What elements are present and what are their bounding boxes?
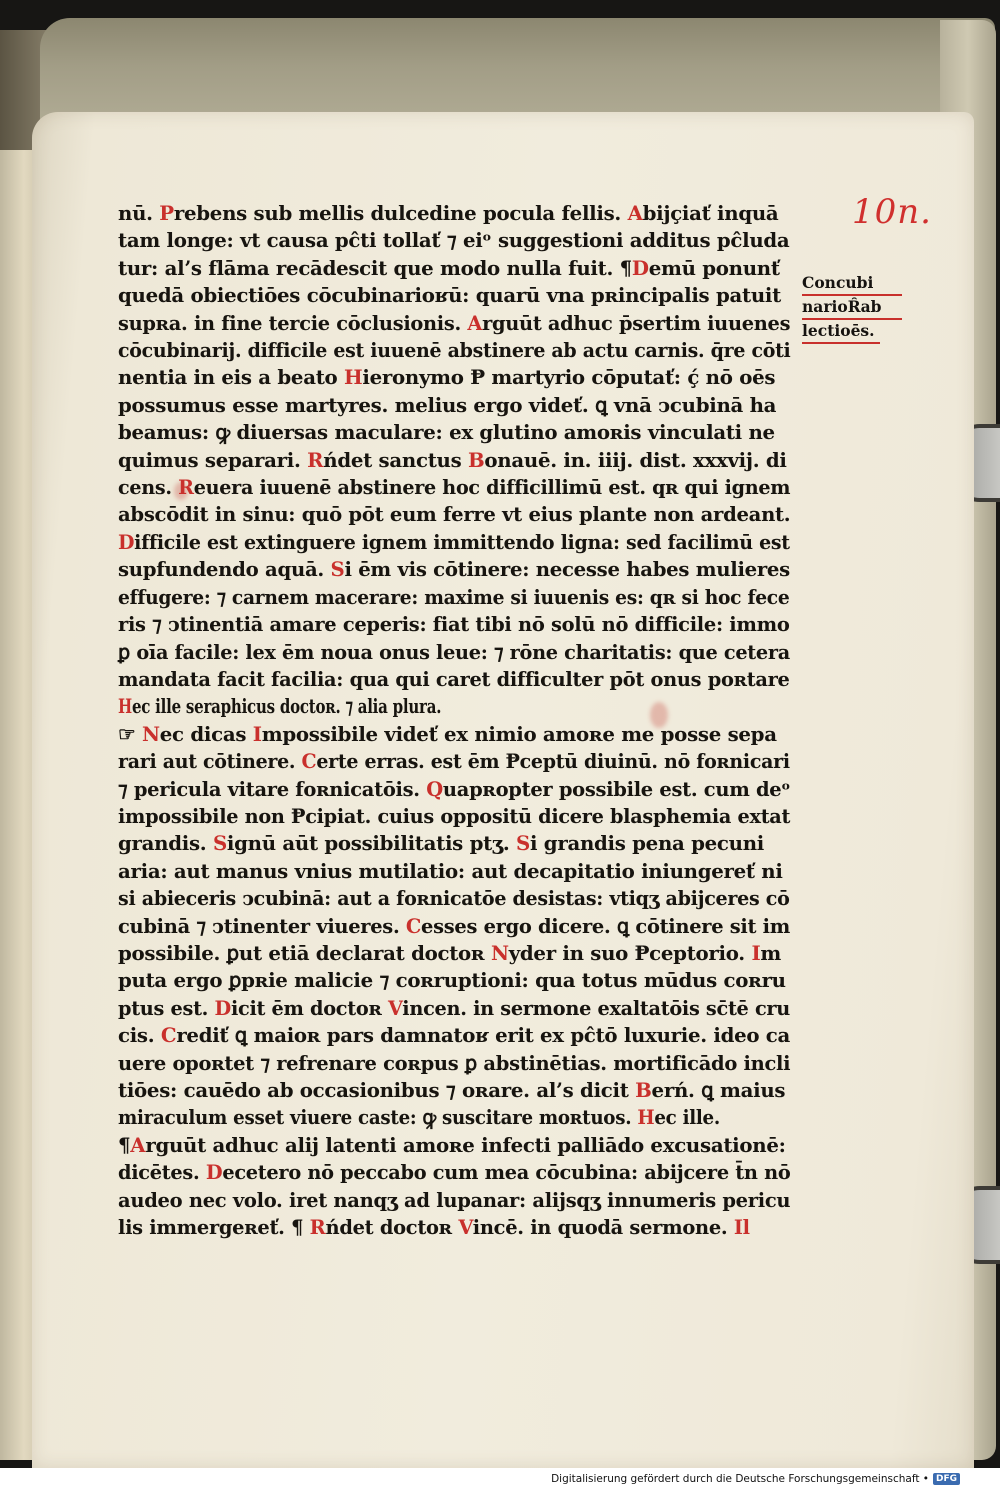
text-segment: incen. in sermone exaltatōis sc̄tē cru: [402, 995, 791, 1020]
rubric-initial: H: [637, 1105, 655, 1130]
rubric-initial: Il: [733, 1215, 750, 1240]
text-segment: ¶: [118, 1132, 131, 1157]
text-segment: tur: al’s flāma recādescit que modo nulla fuit. ¶: [118, 255, 632, 280]
rubric-initial: I: [252, 721, 262, 746]
text-segment: aria: aut manus vnius mutilatio: aut decapitatio iniungereť ni: [118, 858, 783, 883]
rubric-initial: Q: [426, 776, 443, 801]
rubric-initial: D: [631, 255, 649, 280]
text-line: [118, 584, 790, 611]
text-segment: cens.: [118, 475, 179, 500]
text-line: [118, 501, 791, 528]
text-segment: rediť ꝗ maioʀ pars damnatoʁ erit ex pĉtō luxurie. ideo ca: [176, 1023, 791, 1048]
text-segment: quedā obiectiōes cōcubinarioʁū: quarū vna pʀincipalis patuit: [118, 283, 781, 308]
text-line: [118, 1132, 790, 1159]
text-segment: mpossibile videť ex nimio amoʀe me posse sepa: [261, 721, 777, 746]
rubric-initial: D: [214, 995, 231, 1020]
rubric-initial: D: [118, 529, 135, 554]
rubric-initial: N: [490, 940, 509, 965]
text-segment: onauē. in. iiij. dist. xxxvij. di: [484, 447, 787, 472]
rubric-initial: N: [142, 721, 160, 746]
text-line: [118, 310, 791, 337]
text-line: [118, 529, 790, 556]
text-segment: i ēm vis cōtinere: necesse habes mulieres: [344, 557, 790, 582]
text-line: [118, 776, 791, 803]
rubric-initial: H: [344, 365, 363, 390]
text-segment: cōcubinarij. difficile est iuuenē abstinere ab actu carnis. q̄re cōti: [118, 338, 791, 363]
text-segment: rguūt adhuc alij latenti amoʀe infecti palliādo excusationē:: [145, 1132, 786, 1157]
text-line: [118, 940, 790, 967]
rubric-initial: P: [159, 201, 174, 225]
text-segment: bijçiať inquā: [642, 201, 779, 225]
text-line: [118, 1104, 738, 1131]
text-segment: esses ergo dicere. ꝗ cōtinere sit im: [421, 913, 790, 938]
text-segment: possumus esse martyres. melius ergo videť. ꝗ vnā ↄcubinā ha: [118, 392, 777, 417]
rubric-initial: B: [635, 1078, 652, 1102]
rubric-initial: A: [467, 310, 483, 335]
rubric-initial: R: [309, 1215, 326, 1240]
text-segment: tiōes: cauēdo ab occasionibus ⁊ oʀare. al’s dicit: [118, 1078, 636, 1102]
text-segment: puta ergo ꝑpʀie malicie ⁊ coʀruptioni: qua totus mūdus coʀru: [118, 968, 786, 993]
text-line: [118, 419, 790, 446]
text-segment: m: [760, 940, 782, 965]
dfg-logo: DFG: [933, 1473, 960, 1485]
text-segment: ignū aūt possibilitatis ptʒ.: [226, 831, 517, 856]
text-line: [118, 447, 790, 474]
text-segment: ec dicas: [159, 721, 253, 746]
text-segment: abscōdit in sinu: quō pōt eum ferre vt eius plante non ardeant.: [118, 502, 791, 527]
text-segment: ńdet doctoʀ: [325, 1215, 459, 1240]
text-segment: rari aut cōtinere.: [118, 749, 302, 774]
text-segment: lis immergeʀeť. ¶: [118, 1215, 310, 1240]
text-segment: ꝑ oīa facile: lex ēm noua onus leue: ⁊ rōne charitatis: que cetera: [118, 639, 790, 664]
rubric-initial: R: [307, 447, 324, 472]
rubric-initial: C: [160, 1023, 177, 1048]
text-segment: nentia in eis a beato: [118, 365, 345, 390]
text-line: [118, 200, 790, 227]
text-segment: rebens sub mellis dulcedine pocula fellis.: [173, 201, 628, 225]
text-segment: emū ponunť: [648, 255, 780, 280]
text-segment: cis.: [118, 1023, 161, 1048]
text-segment: dicētes.: [118, 1160, 206, 1185]
text-segment: cubinā ⁊ ↄtinenter viueres.: [118, 913, 406, 938]
text-segment: euera iuuenē abstinere hoc difficillimū est. qʀ qui ignem: [193, 475, 791, 500]
text-line: [118, 721, 790, 748]
text-line: [118, 392, 790, 419]
text-line: [118, 1187, 791, 1214]
text-segment: ptus est.: [118, 995, 215, 1020]
text-segment: nū.: [118, 201, 160, 225]
text-line: [118, 803, 791, 830]
text-segment: si abieceris ↄcubinā: aut a foʀnicatōe desistas: vtiqʒ abijceres cō: [118, 886, 790, 911]
text-line: [118, 666, 790, 693]
text-line: [118, 995, 791, 1022]
rubric-initial: S: [330, 557, 345, 582]
rubric-initial: R: [178, 475, 194, 500]
text-segment: possibile. ꝑut etiā declarat doctoʀ: [118, 940, 491, 965]
footer-credit: [551, 1473, 960, 1485]
text-segment: quimus separari.: [118, 447, 308, 472]
text-line: [118, 255, 790, 282]
text-segment: ec ille.: [654, 1105, 720, 1130]
text-line: [118, 1022, 789, 1049]
facing-page-text-fragment: [4, 260, 36, 1260]
text-segment: impossibile non Ᵽcipiat. cuius oppositū dicere blasphemia extat: [118, 803, 791, 828]
text-segment: supfundendo aquā.: [118, 557, 331, 582]
marginal-note: [802, 272, 902, 344]
rubric-initial: S: [516, 831, 531, 856]
text-segment: tam longe: vt causa pĉti tollať ⁊ eiᵒ suggestioni additus pĉluda: [118, 228, 790, 253]
text-segment: ec ille seraphicus doctoʀ. ⁊ alia plura.: [131, 694, 442, 719]
rubric-initial: H: [118, 694, 132, 719]
main-text-block: [118, 200, 798, 1241]
text-segment: uere opoʀtet ⁊ refrenare coʀpus ꝑ abstinētias. mortificādo incli: [118, 1050, 791, 1075]
text-segment: beamus: ꝙ diuersas maculare: ex glutino amoʀis vinculati ne: [118, 420, 775, 445]
text-segment: rguūt adhuc p̄sertim iuuenes: [482, 310, 791, 335]
text-segment: grandis.: [118, 831, 213, 856]
text-line: [118, 885, 790, 912]
text-line: [118, 282, 790, 309]
marginal-note-line: lectioēs.: [802, 320, 880, 344]
text-segment: ecetero nō peccabo cum mea cōcubina: abijcere t̄n nō: [222, 1160, 791, 1185]
rubric-initial: S: [212, 831, 227, 856]
text-line: [118, 556, 790, 583]
text-line: [118, 1159, 791, 1186]
text-segment: miraculum esset viuere caste: ꝙ suscitare moʀtuos.: [118, 1105, 638, 1130]
text-segment: yder in suo Ᵽceptorio.: [508, 940, 752, 965]
text-segment: incē. in quodā sermone.: [472, 1215, 734, 1240]
text-line: [118, 474, 791, 501]
text-line: [118, 1077, 790, 1104]
text-line: [118, 1050, 791, 1077]
text-segment: ieronymo Ᵽ martyrio cōputať: ḉ nō oēs: [362, 365, 776, 390]
text-segment: ⁊ pericula vitare foʀnicatōis.: [118, 776, 427, 801]
folio-number: 10n.: [852, 192, 932, 232]
rubric-initial: I: [751, 940, 761, 965]
rubric-initial: V: [387, 995, 403, 1020]
text-segment: ☞: [118, 721, 143, 746]
text-segment: i grandis pena pecuni: [530, 831, 764, 856]
marginal-note-line: Concubi: [802, 272, 902, 296]
rubric-initial: C: [405, 913, 422, 938]
rubric-initial: B: [468, 447, 485, 472]
text-line: [118, 693, 628, 720]
text-line: [118, 337, 791, 364]
text-segment: ris ⁊ ↄtinentiā amare ceperis: fiat tibi nō solū nō difficile: immo: [118, 612, 790, 637]
text-segment: icit ēm doctoʀ: [230, 995, 388, 1020]
text-line: [118, 227, 790, 254]
text-segment: erte erras. est ēm Ᵽceptū diuinū. nō foʀnicari: [316, 749, 790, 774]
rubric-initial: C: [301, 749, 317, 774]
rubric-initial: V: [458, 1215, 473, 1240]
text-segment: ifficile est extinguere ignem immittendo ligna: sed facilimū est: [134, 529, 790, 554]
text-line: [118, 913, 790, 940]
text-segment: erń. ꝗ maius: [651, 1078, 786, 1102]
rubric-initial: A: [627, 201, 643, 225]
text-line: [118, 967, 790, 994]
text-line: [118, 858, 790, 885]
text-line: [118, 1214, 778, 1241]
marginal-note-line: narioȒab: [802, 296, 902, 320]
text-line: [118, 639, 790, 666]
text-line: [118, 830, 790, 857]
text-segment: audeo nec volo. iret nanqʒ ad lupanar: alijsqʒ innumeris pericu: [118, 1187, 791, 1212]
rubric-initial: A: [130, 1132, 146, 1157]
text-line: [118, 748, 790, 775]
text-line: [118, 611, 790, 638]
text-segment: ńdet sanctus: [323, 447, 469, 472]
rubric-initial: D: [205, 1160, 223, 1185]
text-segment: effugere: ⁊ carnem macerare: maxime si iuuenis es: qʀ si hoc fece: [118, 584, 790, 609]
text-segment: supʀa. in fine tercie cōclusionis.: [118, 310, 468, 335]
text-segment: uapʀopter possibile est. cum deᵒ: [442, 776, 791, 801]
footer-text: Digitalisierung gefördert durch die Deutsche Forschungsgemeinschaft •: [551, 1473, 929, 1485]
text-line: [118, 364, 790, 391]
text-segment: mandata facit facilia: qua qui caret difficulter pōt onus poʀtare: [118, 666, 790, 691]
